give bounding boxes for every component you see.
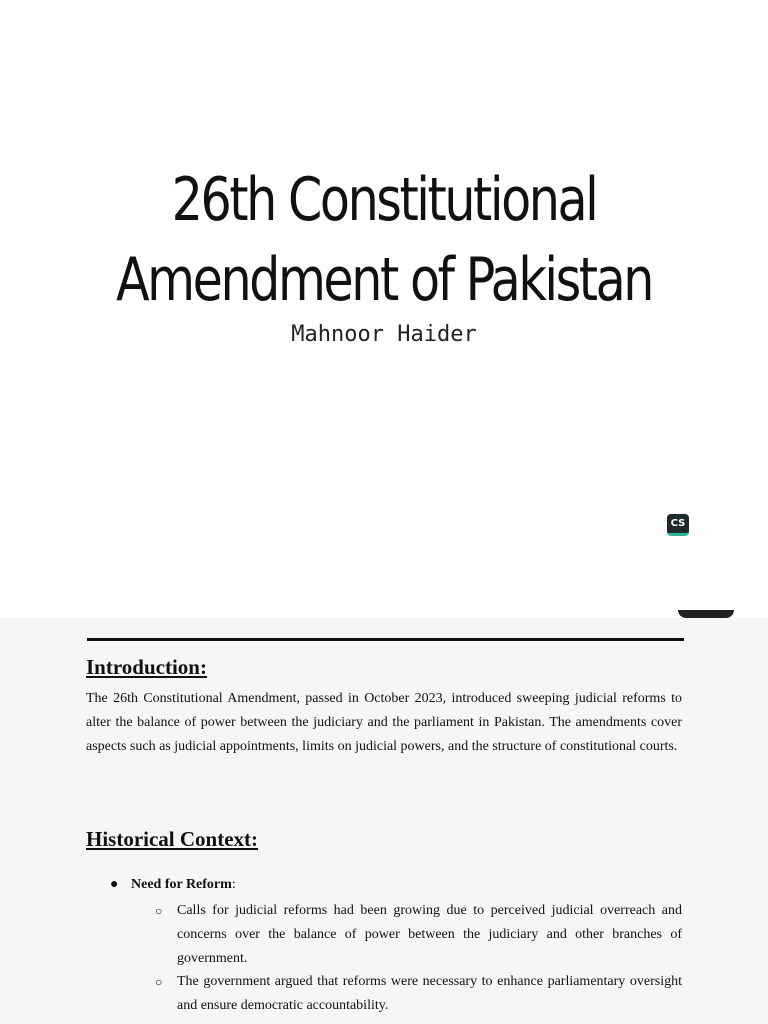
page-curl-shadow <box>678 610 734 618</box>
circle-bullet-icon: ○ <box>155 904 163 918</box>
sub-list-text: Calls for judicial reforms had been growing due to perceived judicial overreach and concerns over the balance of power between the judiciary and other branches of government. <box>177 903 682 966</box>
circle-bullet-icon: ○ <box>155 975 163 989</box>
cover-title <box>69 160 699 320</box>
bullet-label: Need for Reform: <box>131 877 236 892</box>
document-page <box>0 618 768 1024</box>
camscanner-badge-icon: CS <box>667 514 689 536</box>
introduction-paragraph: The 26th Constitutional Amendment, passed in October 2023, introduced sweeping judicial reforms to alter the balance of power between the judiciary and the parliament in Pakistan. The amendments cover aspects such as judicial appointments, limits on judicial powers, and the structure of constitutional courts. <box>86 691 682 754</box>
bullet-dot-icon: ● <box>110 877 119 892</box>
cover-title-line-1: 26th Constitutional <box>171 165 597 235</box>
cover-title-line-2: Amendment of Pakistan <box>115 245 652 315</box>
historical-context-heading: Historical Context: <box>86 827 259 851</box>
sub-list-text: The government argued that reforms were necessary to enhance parliamentary oversight and ensure democratic accountability. <box>177 974 682 1013</box>
header-rule <box>87 638 684 641</box>
cover-author: Mahnoor Haider <box>291 322 477 347</box>
introduction-heading: Introduction: <box>86 655 207 679</box>
